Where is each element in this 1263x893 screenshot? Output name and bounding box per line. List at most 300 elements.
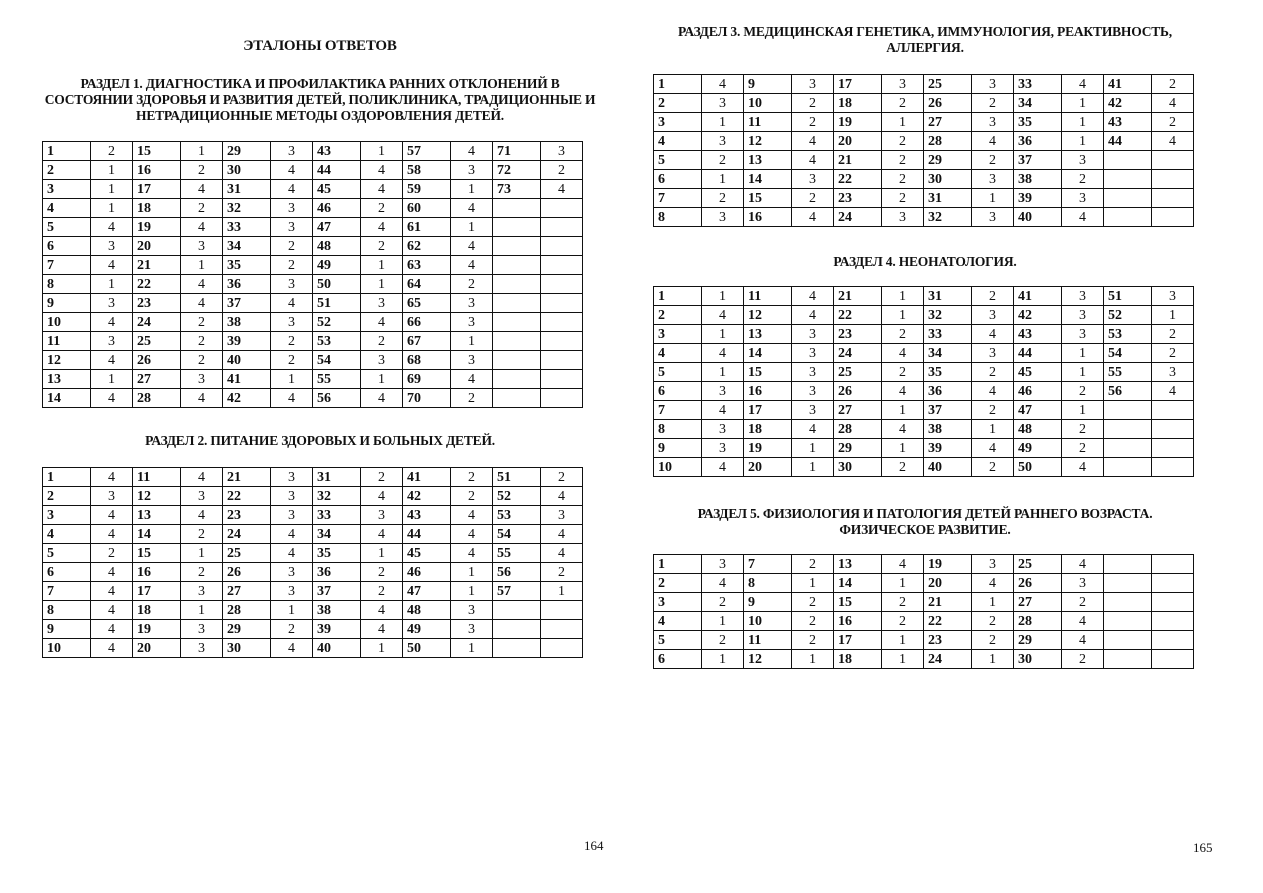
- question-number-cell: [493, 313, 541, 332]
- question-number-cell: 41: [403, 468, 451, 487]
- question-number-cell: [1104, 631, 1152, 650]
- answer-cell: 3: [271, 506, 313, 525]
- answer-cell: 2: [972, 458, 1014, 477]
- question-number-cell: 2: [43, 487, 91, 506]
- answer-cell: [1152, 208, 1194, 227]
- answer-cell: 1: [702, 287, 744, 306]
- question-number-cell: 46: [1014, 382, 1062, 401]
- answer-cell: 1: [181, 142, 223, 161]
- answer-cell: 3: [972, 555, 1014, 574]
- answer-cell: [541, 294, 583, 313]
- question-number-cell: 14: [744, 344, 792, 363]
- table-row: [654, 555, 1194, 574]
- question-number-cell: 54: [313, 351, 361, 370]
- answer-cell: 4: [361, 487, 403, 506]
- question-number-cell: 25: [133, 332, 181, 351]
- answer-cell: [1152, 612, 1194, 631]
- answer-cell: 4: [702, 458, 744, 477]
- question-number-cell: 12: [744, 650, 792, 669]
- question-number-cell: 45: [313, 180, 361, 199]
- question-number-cell: 25: [223, 544, 271, 563]
- question-number-cell: [1104, 189, 1152, 208]
- answer-cell: 3: [91, 294, 133, 313]
- answer-cell: 2: [792, 189, 834, 208]
- answer-cell: 2: [972, 151, 1014, 170]
- question-number-cell: 8: [654, 420, 702, 439]
- question-number-cell: 11: [133, 468, 181, 487]
- question-number-cell: 65: [403, 294, 451, 313]
- question-number-cell: 42: [403, 487, 451, 506]
- question-number-cell: [1104, 650, 1152, 669]
- question-number-cell: 36: [924, 382, 972, 401]
- section2-title: [20, 433, 620, 449]
- section1-title: [20, 76, 620, 124]
- table-row: [43, 294, 583, 313]
- answer-cell: 3: [792, 363, 834, 382]
- answer-cell: 4: [91, 639, 133, 658]
- question-number-cell: 43: [403, 506, 451, 525]
- answer-cell: 4: [1062, 208, 1104, 227]
- answer-cell: 3: [1062, 189, 1104, 208]
- question-number-cell: 6: [654, 382, 702, 401]
- question-number-cell: 39: [223, 332, 271, 351]
- answer-cell: 4: [181, 218, 223, 237]
- question-number-cell: 24: [834, 208, 882, 227]
- table-row: [43, 142, 583, 161]
- answer-cell: 2: [882, 94, 924, 113]
- answer-cell: 2: [361, 563, 403, 582]
- answer-cell: 4: [181, 180, 223, 199]
- answer-cell: 2: [972, 287, 1014, 306]
- question-number-cell: 4: [43, 525, 91, 544]
- answer-cell: 4: [361, 218, 403, 237]
- question-number-cell: 18: [744, 420, 792, 439]
- question-number-cell: 7: [43, 256, 91, 275]
- answer-cell: 2: [882, 363, 924, 382]
- question-number-cell: 24: [924, 650, 972, 669]
- question-number-cell: 28: [1014, 612, 1062, 631]
- question-number-cell: 28: [133, 389, 181, 408]
- answer-cell: 1: [451, 180, 493, 199]
- section3-answer-table: [653, 74, 1194, 227]
- answer-cell: 1: [972, 650, 1014, 669]
- section2-title-line: РАЗДЕЛ 2. ПИТАНИЕ ЗДОРОВЫХ И БОЛЬНЫХ ДЕТЕЙ.: [145, 433, 495, 448]
- question-number-cell: 51: [1104, 287, 1152, 306]
- answer-cell: [1152, 170, 1194, 189]
- answer-cell: [541, 275, 583, 294]
- question-number-cell: 26: [1014, 574, 1062, 593]
- question-number-cell: 20: [834, 132, 882, 151]
- question-number-cell: 39: [1014, 189, 1062, 208]
- question-number-cell: 42: [1014, 306, 1062, 325]
- question-number-cell: 8: [744, 574, 792, 593]
- answer-cell: 2: [702, 593, 744, 612]
- section5-title-line: ФИЗИЧЕСКОЕ РАЗВИТИЕ.: [839, 522, 1011, 537]
- question-number-cell: 32: [924, 306, 972, 325]
- question-number-cell: [1104, 458, 1152, 477]
- answer-cell: 3: [271, 218, 313, 237]
- question-number-cell: 23: [834, 189, 882, 208]
- answer-cell: [1152, 650, 1194, 669]
- answer-cell: 4: [91, 620, 133, 639]
- answer-cell: [541, 332, 583, 351]
- answer-cell: 2: [972, 363, 1014, 382]
- table-row: [654, 401, 1194, 420]
- answer-cell: 3: [702, 94, 744, 113]
- question-number-cell: 53: [313, 332, 361, 351]
- question-number-cell: 22: [133, 275, 181, 294]
- answer-cell: [1152, 593, 1194, 612]
- answer-cell: 4: [91, 525, 133, 544]
- question-number-cell: 10: [744, 94, 792, 113]
- question-number-cell: 5: [43, 544, 91, 563]
- answer-cell: 3: [1152, 287, 1194, 306]
- question-number-cell: [493, 256, 541, 275]
- answer-cell: 4: [1152, 94, 1194, 113]
- question-number-cell: 17: [834, 75, 882, 94]
- answer-cell: 4: [1152, 132, 1194, 151]
- question-number-cell: 7: [43, 582, 91, 601]
- question-number-cell: 10: [744, 612, 792, 631]
- table-row: [43, 313, 583, 332]
- answer-cell: 4: [91, 601, 133, 620]
- answer-cell: 4: [451, 370, 493, 389]
- answer-cell: 4: [1062, 612, 1104, 631]
- question-number-cell: 25: [834, 363, 882, 382]
- answer-cell: 2: [361, 332, 403, 351]
- answer-cell: 1: [361, 275, 403, 294]
- question-number-cell: 7: [744, 555, 792, 574]
- question-number-cell: 28: [924, 132, 972, 151]
- question-number-cell: 22: [924, 612, 972, 631]
- question-number-cell: 24: [223, 525, 271, 544]
- question-number-cell: 33: [924, 325, 972, 344]
- question-number-cell: 61: [403, 218, 451, 237]
- question-number-cell: 20: [744, 458, 792, 477]
- answer-cell: 2: [1152, 113, 1194, 132]
- question-number-cell: [1104, 612, 1152, 631]
- question-number-cell: 15: [133, 544, 181, 563]
- answer-cell: 3: [361, 294, 403, 313]
- answer-cell: 1: [702, 170, 744, 189]
- answer-cell: [1152, 555, 1194, 574]
- question-number-cell: 32: [313, 487, 361, 506]
- answer-cell: 4: [541, 544, 583, 563]
- answer-cell: 2: [882, 151, 924, 170]
- answer-cell: 3: [271, 275, 313, 294]
- answer-cell: 3: [972, 306, 1014, 325]
- question-number-cell: 15: [133, 142, 181, 161]
- answer-cell: 2: [792, 593, 834, 612]
- answer-cell: 3: [792, 382, 834, 401]
- question-number-cell: [493, 237, 541, 256]
- question-number-cell: 41: [1014, 287, 1062, 306]
- question-number-cell: 18: [133, 199, 181, 218]
- answer-cell: 3: [181, 620, 223, 639]
- question-number-cell: 64: [403, 275, 451, 294]
- answer-cell: 2: [361, 468, 403, 487]
- table-row: [654, 208, 1194, 227]
- question-number-cell: 1: [654, 555, 702, 574]
- answer-cell: 2: [972, 94, 1014, 113]
- question-number-cell: 29: [834, 439, 882, 458]
- answer-cell: 1: [451, 332, 493, 351]
- answer-cell: 3: [1152, 363, 1194, 382]
- section4-title-line: РАЗДЕЛ 4. НЕОНАТОЛОГИЯ.: [833, 254, 1017, 269]
- question-number-cell: 8: [43, 275, 91, 294]
- question-number-cell: 9: [43, 620, 91, 639]
- section1-title-line: НЕТРАДИЦИОННЫЕ МЕТОДЫ ОЗДОРОВЛЕНИЯ ДЕТЕЙ.: [136, 108, 504, 123]
- answer-cell: 4: [451, 199, 493, 218]
- answer-cell: 4: [702, 401, 744, 420]
- question-number-cell: 38: [1014, 170, 1062, 189]
- table-row: [654, 94, 1194, 113]
- answer-cell: 3: [972, 170, 1014, 189]
- question-number-cell: 32: [223, 199, 271, 218]
- answer-cell: 2: [181, 332, 223, 351]
- question-number-cell: 5: [654, 631, 702, 650]
- question-number-cell: 48: [313, 237, 361, 256]
- question-number-cell: 43: [1104, 113, 1152, 132]
- question-number-cell: 13: [744, 151, 792, 170]
- table-row: [654, 287, 1194, 306]
- answer-cell: 2: [181, 351, 223, 370]
- answer-cell: 4: [361, 525, 403, 544]
- answer-cell: 1: [361, 544, 403, 563]
- answer-cell: 4: [541, 180, 583, 199]
- answer-cell: 3: [271, 313, 313, 332]
- answer-cell: 1: [1062, 401, 1104, 420]
- answer-cell: 2: [702, 631, 744, 650]
- question-number-cell: [1104, 208, 1152, 227]
- question-number-cell: 30: [834, 458, 882, 477]
- question-number-cell: 39: [313, 620, 361, 639]
- question-number-cell: 10: [43, 639, 91, 658]
- question-number-cell: 21: [834, 287, 882, 306]
- section1-title-line: СОСТОЯНИИ ЗДОРОВЬЯ И РАЗВИТИЯ ДЕТЕЙ, ПОЛИКЛИНИКА, ТРАДИЦИОННЫЕ И: [44, 92, 596, 107]
- answer-cell: 4: [91, 389, 133, 408]
- question-number-cell: 58: [403, 161, 451, 180]
- answer-cell: 1: [882, 287, 924, 306]
- question-number-cell: 9: [43, 294, 91, 313]
- question-number-cell: 37: [313, 582, 361, 601]
- question-number-cell: [1104, 420, 1152, 439]
- answer-cell: 2: [1152, 344, 1194, 363]
- question-number-cell: 38: [924, 420, 972, 439]
- question-number-cell: 20: [133, 639, 181, 658]
- answer-cell: 2: [972, 612, 1014, 631]
- answer-cell: 3: [882, 75, 924, 94]
- question-number-cell: 21: [834, 151, 882, 170]
- table-row: [43, 161, 583, 180]
- table-row: [654, 612, 1194, 631]
- answer-cell: 4: [702, 306, 744, 325]
- question-number-cell: [493, 218, 541, 237]
- question-number-cell: 47: [403, 582, 451, 601]
- answer-cell: 4: [792, 208, 834, 227]
- question-number-cell: 11: [744, 287, 792, 306]
- question-number-cell: 13: [834, 555, 882, 574]
- answer-cell: 4: [972, 439, 1014, 458]
- answer-cell: 4: [882, 420, 924, 439]
- question-number-cell: 43: [1014, 325, 1062, 344]
- answer-cell: [1152, 189, 1194, 208]
- question-number-cell: 41: [223, 370, 271, 389]
- question-number-cell: 21: [133, 256, 181, 275]
- answer-cell: 4: [882, 382, 924, 401]
- answer-cell: 1: [882, 306, 924, 325]
- question-number-cell: 32: [924, 208, 972, 227]
- answer-cell: 1: [451, 563, 493, 582]
- answer-cell: 2: [882, 132, 924, 151]
- question-number-cell: 6: [654, 170, 702, 189]
- question-number-cell: [1104, 401, 1152, 420]
- answer-cell: 4: [181, 294, 223, 313]
- page-title: ЭТАЛОНЫ ОТВЕТОВ: [243, 38, 397, 54]
- answer-cell: 4: [361, 389, 403, 408]
- question-number-cell: 19: [744, 439, 792, 458]
- question-number-cell: 15: [744, 189, 792, 208]
- answer-cell: [1152, 151, 1194, 170]
- question-number-cell: 56: [1104, 382, 1152, 401]
- table-row: [43, 620, 583, 639]
- question-number-cell: 27: [924, 113, 972, 132]
- question-number-cell: 18: [834, 650, 882, 669]
- answer-cell: 1: [181, 256, 223, 275]
- question-number-cell: 3: [43, 180, 91, 199]
- answer-cell: 1: [1152, 306, 1194, 325]
- answer-cell: 4: [451, 237, 493, 256]
- answer-cell: [541, 351, 583, 370]
- answer-cell: 1: [361, 639, 403, 658]
- question-number-cell: 26: [834, 382, 882, 401]
- answer-cell: 2: [972, 631, 1014, 650]
- question-number-cell: 52: [1104, 306, 1152, 325]
- answer-cell: 3: [271, 468, 313, 487]
- answer-cell: 3: [181, 237, 223, 256]
- page-number: 165: [1193, 840, 1213, 855]
- answer-cell: 1: [361, 256, 403, 275]
- section5-answer-table: [653, 554, 1194, 669]
- question-number-cell: 22: [834, 306, 882, 325]
- answer-cell: 4: [271, 389, 313, 408]
- question-number-cell: [1104, 574, 1152, 593]
- answer-cell: 2: [271, 256, 313, 275]
- question-number-cell: 14: [834, 574, 882, 593]
- answer-cell: 4: [181, 506, 223, 525]
- question-number-cell: 5: [654, 151, 702, 170]
- answer-cell: 4: [271, 544, 313, 563]
- question-number-cell: 19: [924, 555, 972, 574]
- answer-cell: 4: [91, 218, 133, 237]
- answer-cell: 4: [91, 351, 133, 370]
- answer-cell: 3: [1062, 574, 1104, 593]
- question-number-cell: 28: [834, 420, 882, 439]
- table-row: [654, 363, 1194, 382]
- answer-cell: 3: [181, 370, 223, 389]
- question-number-cell: 6: [654, 650, 702, 669]
- question-number-cell: 36: [223, 275, 271, 294]
- question-number-cell: 27: [834, 401, 882, 420]
- answer-cell: 2: [882, 325, 924, 344]
- question-number-cell: 60: [403, 199, 451, 218]
- answer-cell: 3: [271, 487, 313, 506]
- answer-cell: 1: [882, 113, 924, 132]
- question-number-cell: 34: [924, 344, 972, 363]
- answer-cell: 2: [451, 468, 493, 487]
- question-number-cell: 52: [313, 313, 361, 332]
- question-number-cell: 16: [744, 208, 792, 227]
- question-number-cell: [1104, 593, 1152, 612]
- question-number-cell: 4: [654, 132, 702, 151]
- answer-cell: 2: [972, 401, 1014, 420]
- answer-cell: 1: [1062, 113, 1104, 132]
- table-row: [654, 170, 1194, 189]
- answer-cell: 2: [882, 170, 924, 189]
- table-row: [43, 487, 583, 506]
- answer-cell: 4: [271, 639, 313, 658]
- answer-cell: 2: [792, 555, 834, 574]
- table-row: [43, 544, 583, 563]
- answer-cell: 4: [451, 142, 493, 161]
- answer-cell: 3: [271, 199, 313, 218]
- question-number-cell: 24: [834, 344, 882, 363]
- question-number-cell: 57: [403, 142, 451, 161]
- question-number-cell: 2: [654, 306, 702, 325]
- answer-cell: 4: [361, 180, 403, 199]
- section5-title-line: РАЗДЕЛ 5. ФИЗИОЛОГИЯ И ПАТОЛОГИЯ ДЕТЕЙ РАННЕГО ВОЗРАСТА.: [697, 506, 1153, 521]
- question-number-cell: 33: [223, 218, 271, 237]
- question-number-cell: 12: [744, 132, 792, 151]
- question-number-cell: 1: [654, 287, 702, 306]
- answer-cell: 1: [792, 458, 834, 477]
- question-number-cell: 9: [654, 439, 702, 458]
- section3-title-line: РАЗДЕЛ 3. МЕДИЦИНСКАЯ ГЕНЕТИКА, ИММУНОЛОГИЯ, РЕАКТИВНОСТЬ,: [678, 24, 1172, 39]
- question-number-cell: 38: [313, 601, 361, 620]
- answer-cell: 1: [91, 161, 133, 180]
- question-number-cell: 46: [403, 563, 451, 582]
- answer-cell: 4: [792, 287, 834, 306]
- question-number-cell: 13: [133, 506, 181, 525]
- answer-cell: 4: [792, 420, 834, 439]
- answer-cell: 4: [271, 161, 313, 180]
- answer-cell: 4: [451, 525, 493, 544]
- answer-cell: 3: [972, 75, 1014, 94]
- answer-cell: 2: [271, 332, 313, 351]
- answer-cell: 3: [702, 132, 744, 151]
- question-number-cell: 3: [654, 325, 702, 344]
- answer-cell: 2: [792, 113, 834, 132]
- question-number-cell: 59: [403, 180, 451, 199]
- question-number-cell: 20: [924, 574, 972, 593]
- table-row: [43, 351, 583, 370]
- question-number-cell: 29: [924, 151, 972, 170]
- answer-cell: 1: [181, 601, 223, 620]
- question-number-cell: 40: [223, 351, 271, 370]
- question-number-cell: 5: [43, 218, 91, 237]
- answer-cell: 3: [451, 620, 493, 639]
- question-number-cell: [493, 351, 541, 370]
- table-row: [654, 113, 1194, 132]
- question-number-cell: 40: [924, 458, 972, 477]
- answer-cell: 2: [541, 468, 583, 487]
- question-number-cell: 69: [403, 370, 451, 389]
- question-number-cell: 49: [313, 256, 361, 275]
- answer-cell: 2: [181, 161, 223, 180]
- answer-cell: 1: [702, 113, 744, 132]
- answer-cell: 2: [1062, 650, 1104, 669]
- section5-title: [630, 506, 1220, 538]
